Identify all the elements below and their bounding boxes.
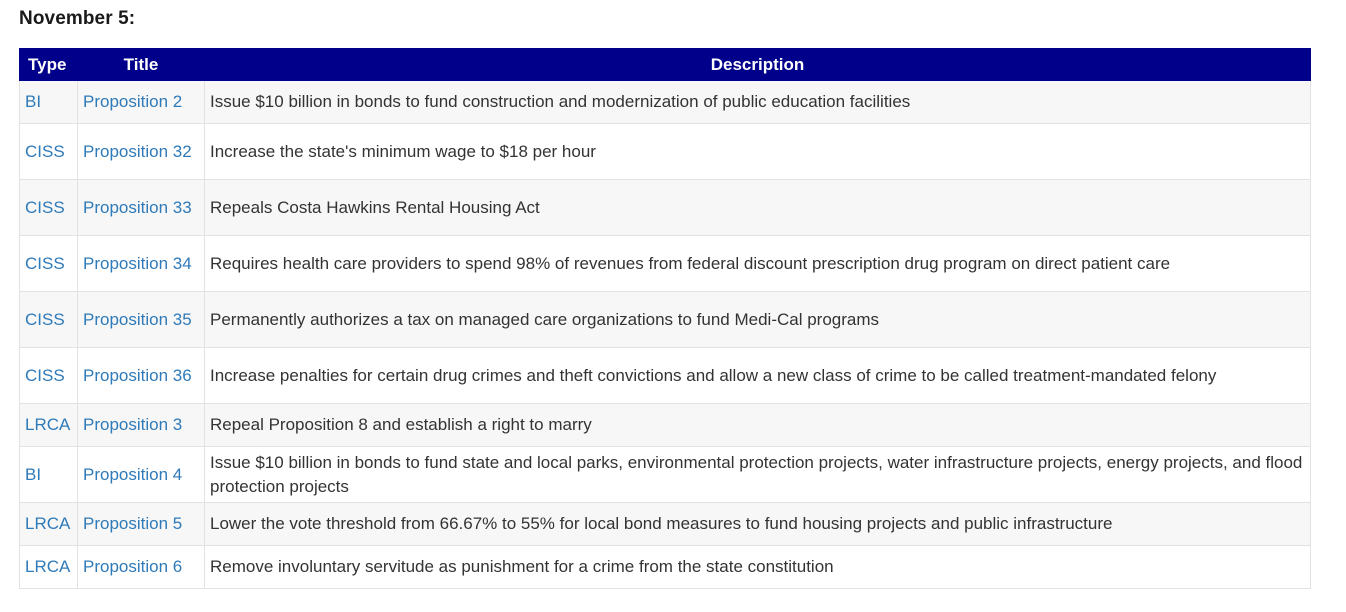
table-row xyxy=(20,404,1311,447)
type-link[interactable]: CISS xyxy=(25,365,65,385)
type-link[interactable]: LRCA xyxy=(25,514,71,533)
title-cell xyxy=(78,81,205,124)
title-cell xyxy=(78,546,205,589)
table-row xyxy=(20,180,1311,236)
table-header xyxy=(20,49,1311,81)
table-row xyxy=(20,81,1311,124)
description-cell: Repeals Costa Hawkins Rental Housing Act xyxy=(205,180,1311,236)
title-link[interactable]: Proposition 36 xyxy=(83,365,192,385)
type-link[interactable]: CISS xyxy=(25,141,65,161)
title-cell xyxy=(78,348,205,404)
type-cell xyxy=(20,124,78,180)
type-cell xyxy=(20,180,78,236)
type-link[interactable]: BI xyxy=(25,464,42,484)
type-cell xyxy=(20,348,78,404)
description-cell: Issue $10 billion in bonds to fund state and local parks, environmental protection projects, water infrastructure projects, energy projects, and flood protection projects xyxy=(205,447,1311,503)
type-link[interactable]: BI xyxy=(25,92,42,111)
title-link[interactable]: Proposition 2 xyxy=(83,92,183,111)
table-row xyxy=(20,348,1311,404)
type-cell xyxy=(20,503,78,546)
type-cell xyxy=(20,292,78,348)
type-link[interactable]: CISS xyxy=(25,197,65,217)
column-header-description[interactable]: Description xyxy=(205,49,1311,81)
table-row xyxy=(20,236,1311,292)
title-cell xyxy=(78,124,205,180)
title-cell xyxy=(78,447,205,503)
description-cell: Lower the vote threshold from 66.67% to 55% for local bond measures to fund housing projects and public infrastructure xyxy=(205,503,1311,546)
table-row xyxy=(20,447,1311,503)
table-body xyxy=(20,81,1311,589)
title-link[interactable]: Proposition 35 xyxy=(83,309,192,329)
description-cell: Remove involuntary servitude as punishment for a crime from the state constitution xyxy=(205,546,1311,589)
column-header-type[interactable]: Type xyxy=(20,49,78,81)
description-cell: Issue $10 billion in bonds to fund construction and modernization of public education facilities xyxy=(205,81,1311,124)
title-link[interactable]: Proposition 33 xyxy=(83,197,192,217)
table-row xyxy=(20,292,1311,348)
title-link[interactable]: Proposition 5 xyxy=(83,514,183,533)
table-row xyxy=(20,546,1311,589)
type-link[interactable]: LRCA xyxy=(25,415,71,434)
title-cell xyxy=(78,404,205,447)
column-header-title[interactable]: Title xyxy=(78,49,205,81)
description-cell: Repeal Proposition 8 and establish a right to marry xyxy=(205,404,1311,447)
ballot-measures-table xyxy=(19,48,1311,589)
table-row xyxy=(20,503,1311,546)
table-header-row xyxy=(20,49,1311,81)
title-cell xyxy=(78,503,205,546)
title-cell xyxy=(78,180,205,236)
type-cell xyxy=(20,546,78,589)
title-link[interactable]: Proposition 32 xyxy=(83,141,192,161)
title-link[interactable]: Proposition 3 xyxy=(83,415,183,434)
title-link[interactable]: Proposition 34 xyxy=(83,253,192,273)
description-cell: Increase the state's minimum wage to $18 per hour xyxy=(205,124,1311,180)
description-cell: Increase penalties for certain drug crimes and theft convictions and allow a new class of crime to be called treatment-mandated felony xyxy=(205,348,1311,404)
title-link[interactable]: Proposition 6 xyxy=(83,557,183,576)
type-link[interactable]: CISS xyxy=(25,309,65,329)
title-cell xyxy=(78,292,205,348)
section-heading: November 5: xyxy=(19,8,136,29)
type-cell xyxy=(20,236,78,292)
description-cell: Permanently authorizes a tax on managed care organizations to fund Medi-Cal programs xyxy=(205,292,1311,348)
type-cell xyxy=(20,447,78,503)
type-link[interactable]: CISS xyxy=(25,253,65,273)
description-cell: Requires health care providers to spend 98% of revenues from federal discount prescription drug program on direct patient care xyxy=(205,236,1311,292)
type-link[interactable]: LRCA xyxy=(25,557,71,576)
type-cell xyxy=(20,81,78,124)
title-link[interactable]: Proposition 4 xyxy=(83,464,183,484)
type-cell xyxy=(20,404,78,447)
title-cell xyxy=(78,236,205,292)
table-row xyxy=(20,124,1311,180)
